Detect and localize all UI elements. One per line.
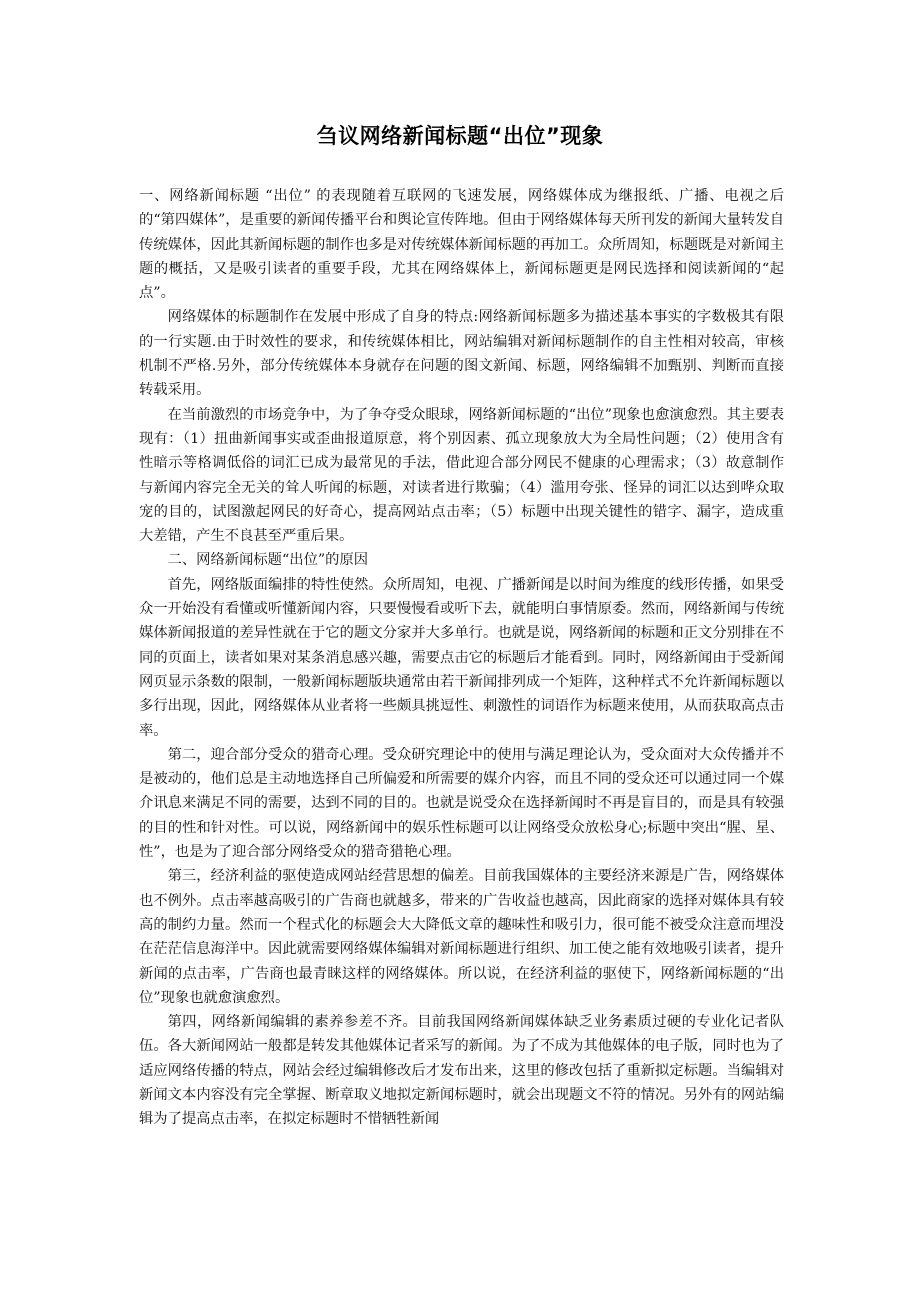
paragraph-1: 一、网络新闻标题 “出位” 的表现随着互联网的飞速发展，网络媒体成为继报纸、广播、电视之后的“第四媒体”，是重要的新闻传播平台和舆论宣传阵地。但由于网络媒体每天所刊发的新闻大量转发自传统媒体，因此其新闻标题的制作也多是对传统媒体新闻标题的再加工。众所周知，标题既是对新闻主题的概括，又是吸引读者的重要手段，尤其在网络媒体上，新闻标题更是网民选择和阅读新闻的“起点”。 <box>139 188 784 302</box>
document-title: 刍议网络新闻标题“出位”现象 <box>316 124 604 148</box>
paragraph-6: 第三，经济利益的驱使造成网站经营思想的偏差。目前我国媒体的主要经济来源是广告，网络媒体也不例外。点击率越高吸引的广告商也就越多，带来的广告收益也越高，因此商家的选择对媒体具有较高的制约力量。然而一个程式化的标题会大大降低文章的趣味性和吸引力，很可能不被受众注意而埋没在茫茫信息海洋中。因此就需要网络媒体编辑对新闻标题进行组织、加工使之能有效地吸引读者，提升新闻的点击率，广告商也最青睐这样的网络媒体。所以说，在经济利益的驱使下，网络新闻标题的“出位”现象也就愈演愈烈。 <box>139 868 784 1006</box>
paragraph-3: 在当前激烈的市场竞争中，为了争夺受众眼球，网络新闻标题的“出位”现象也愈演愈烈。其主要表现有：（1）扭曲新闻事实或歪曲报道原意，将个别因素、孤立现象放大为全局性问题；（2）使用含有性暗示等格调低俗的词汇已成为最常见的手法，借此迎合部分网民不健康的心理需求；（3）故意制作与新闻内容完全无关的耸人听闻的标题，对读者进行欺骗；（4）滥用夸张、怪异的词汇以达到哗众取宠的目的，试图激起网民的好奇心，提高网站点击率；（5）标题中出现关键性的错字、漏字，造成重大差错，产生不良甚至严重后果。 <box>139 406 784 545</box>
paragraph-4: 首先，网络版面编排的特性使然。众所周知，电视、广播新闻是以时间为维度的线形传播，如果受众一开始没有看懂或听懂新闻内容，只要慢慢看或听下去，就能明白事情原委。然而，网络新闻与传统媒体新闻报道的差异性就在于它的题文分家并大多单行。也就是说，网络新闻的标题和正文分别排在不同的页面上，读者如果对某条消息感兴趣，需要点击它的标题后才能看到。同时，网络新闻由于受新闻网页显示条数的限制，一般新闻标题版块通常由若干新闻排列成一个矩阵，这种样式不允许新闻标题以多行出现，因此，网络媒体从业者将一些颇具挑逗性、刺激性的词语作为标题来使用，从而获取高点击率。 <box>139 576 784 739</box>
paragraph-2: 网络媒体的标题制作在发展中形成了自身的特点:网络新闻标题多为描述基本事实的字数极其有限的一行实题.由于时效性的要求，和传统媒体相比，网站编辑对新闻标题制作的自主性相对较高，审核机制不严格.另外，部分传统媒体本身就存在问题的图文新闻、标题，网络编辑不加甄别、判断而直接转载采用。 <box>139 309 784 399</box>
paragraph-7: 第四，网络新闻编辑的素养参差不齐。目前我国网络新闻媒体缺乏业务素质过硬的专业化记者队伍。各大新闻网站一般都是转发其他媒体记者采写的新闻。为了不成为其他媒体的电子版，同时也为了适应网络传播的特点，网站会经过编辑修改后才发布出来，这里的修改包括了重新拟定标题。当编辑对新闻文本内容没有完全掌握、断章取义地拟定新闻标题时，就会出现题文不符的情况。另外有的网站编辑为了提高点击率，在拟定标题时不惜牺牲新闻 <box>139 1014 784 1128</box>
paragraph-5: 第二，迎合部分受众的猎奇心理。受众研究理论中的使用与满足理论认为，受众面对大众传播并不是被动的，他们总是主动地选择自己所偏爱和所需要的媒介内容，而且不同的受众还可以通过同一个媒介讯息来满足不同的需要，达到不同的目的。也就是说受众在选择新闻时不再是盲目的，而是具有较强的目的性和针对性。可以说，网络新闻中的娱乐性标题可以让网络受众放松身心;标题中突出“腥、星、性”，也是为了迎合部分网络受众的猎奇猎艳心理。 <box>139 746 784 861</box>
document-body <box>139 184 784 1132</box>
section-heading-2: 二、网络新闻标题“出位”的原因 <box>167 552 369 569</box>
